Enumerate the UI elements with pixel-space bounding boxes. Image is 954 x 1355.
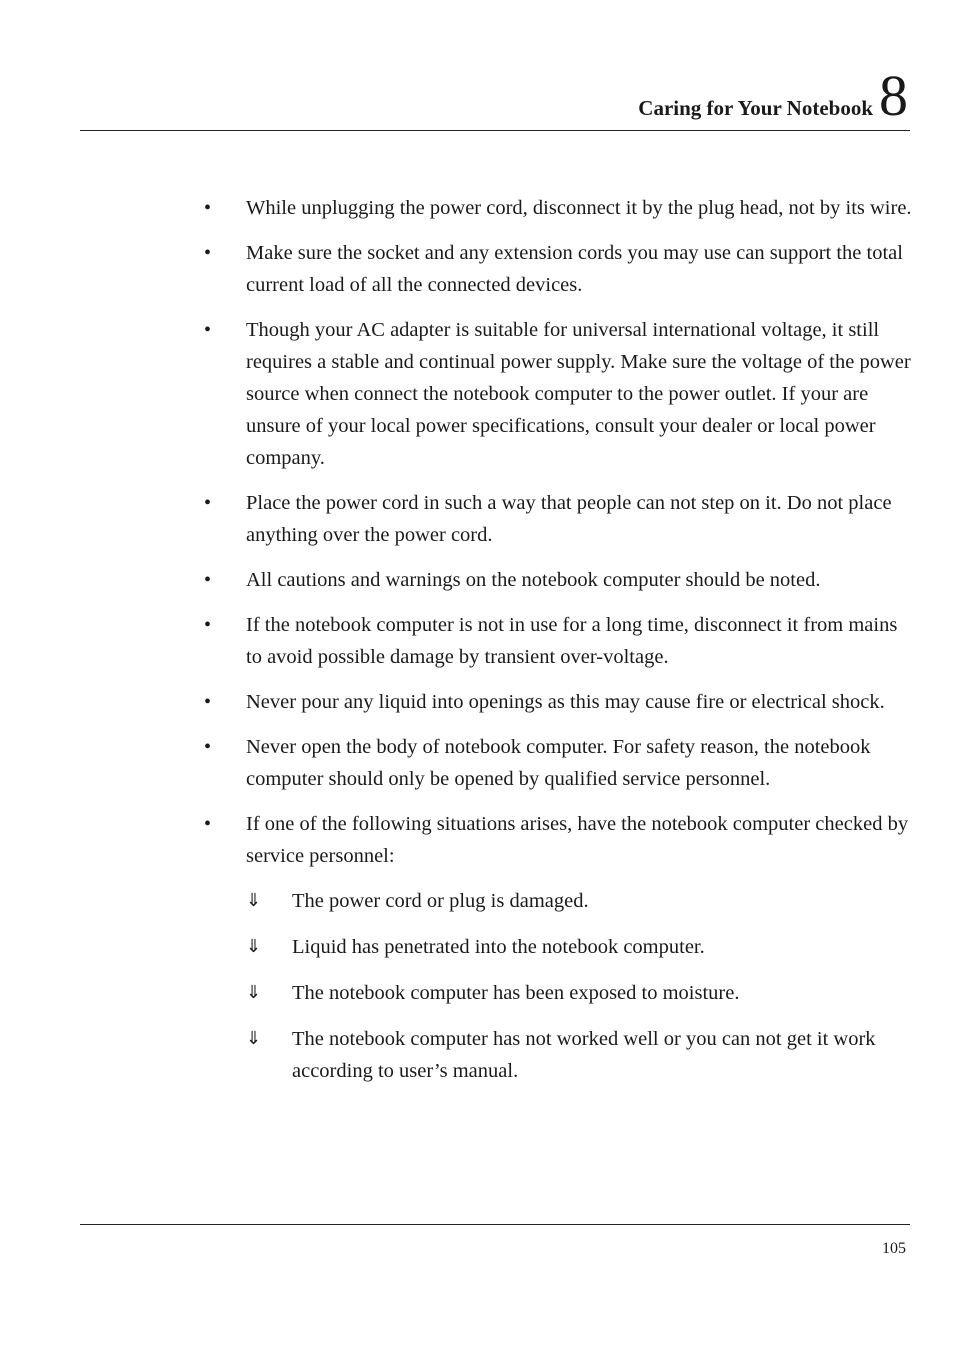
page-number: 105 <box>882 1240 906 1257</box>
bullet-icon: • <box>204 197 212 219</box>
list-item-text: While unplugging the power cord, disconnect it by the plug head, not by its wire. <box>246 197 912 219</box>
bullet-icon: • <box>204 736 212 758</box>
list-item <box>200 487 912 551</box>
sub-list <box>246 885 912 1087</box>
chapter-title: Caring for Your Notebook <box>638 96 873 120</box>
bullet-list <box>200 192 912 1087</box>
sub-list-item-text: The notebook computer has not worked well or you can not get it work according to user’s manual. <box>292 1028 876 1082</box>
bullet-icon: • <box>204 319 212 341</box>
page-header <box>638 63 908 128</box>
list-item-text: If the notebook computer is not in use for a long time, disconnect it from mains to avoid possible damage by transient over-voltage. <box>246 614 898 668</box>
sub-list-item <box>246 977 912 1009</box>
bullet-icon: • <box>204 569 212 591</box>
bullet-icon: • <box>204 614 212 636</box>
double-arrow-down-icon: ⇓ <box>246 936 262 957</box>
list-item <box>200 192 912 224</box>
sub-list-item-text: Liquid has penetrated into the notebook computer. <box>292 936 705 958</box>
list-item <box>200 237 912 301</box>
sub-list-item <box>246 1023 912 1087</box>
sub-list-item <box>246 931 912 963</box>
list-item-text: Never pour any liquid into openings as this may cause fire or electrical shock. <box>246 691 885 713</box>
sub-list-item-text: The power cord or plug is damaged. <box>292 890 589 912</box>
list-item-text: Place the power cord in such a way that people can not step on it. Do not place anything over the power cord. <box>246 492 892 546</box>
header-rule <box>80 130 910 131</box>
sub-list-item-text: The notebook computer has been exposed to moisture. <box>292 982 740 1004</box>
main-content <box>200 192 912 1101</box>
list-item <box>200 686 912 718</box>
list-item-text: Though your AC adapter is suitable for universal international voltage, it still requires a stable and continual power supply. Make sure the voltage of the power source when connect the notebook computer to the power outlet. If your are unsure of your local power specifications, consult your dealer or local power company. <box>246 319 911 469</box>
bullet-icon: • <box>204 242 212 264</box>
double-arrow-down-icon: ⇓ <box>246 1028 262 1049</box>
double-arrow-down-icon: ⇓ <box>246 982 262 1003</box>
list-item-text: If one of the following situations arises, have the notebook computer checked by service personnel: <box>246 813 909 867</box>
list-item <box>200 314 912 474</box>
double-arrow-down-icon: ⇓ <box>246 890 262 911</box>
list-item <box>200 731 912 795</box>
list-item-text: Never open the body of notebook computer. For safety reason, the notebook computer should only be opened by qualified service personnel. <box>246 736 871 790</box>
list-item-text: All cautions and warnings on the notebook computer should be noted. <box>246 569 821 591</box>
chapter-number: 8 <box>879 63 908 128</box>
list-item-text: Make sure the socket and any extension cords you may use can support the total current load of all the connected devices. <box>246 242 903 296</box>
list-item <box>200 609 912 673</box>
bullet-icon: • <box>204 813 212 835</box>
list-item <box>200 808 912 1087</box>
sub-list-item <box>246 885 912 917</box>
list-item <box>200 564 912 596</box>
bullet-icon: • <box>204 492 212 514</box>
bullet-icon: • <box>204 691 212 713</box>
footer-rule <box>80 1224 910 1225</box>
